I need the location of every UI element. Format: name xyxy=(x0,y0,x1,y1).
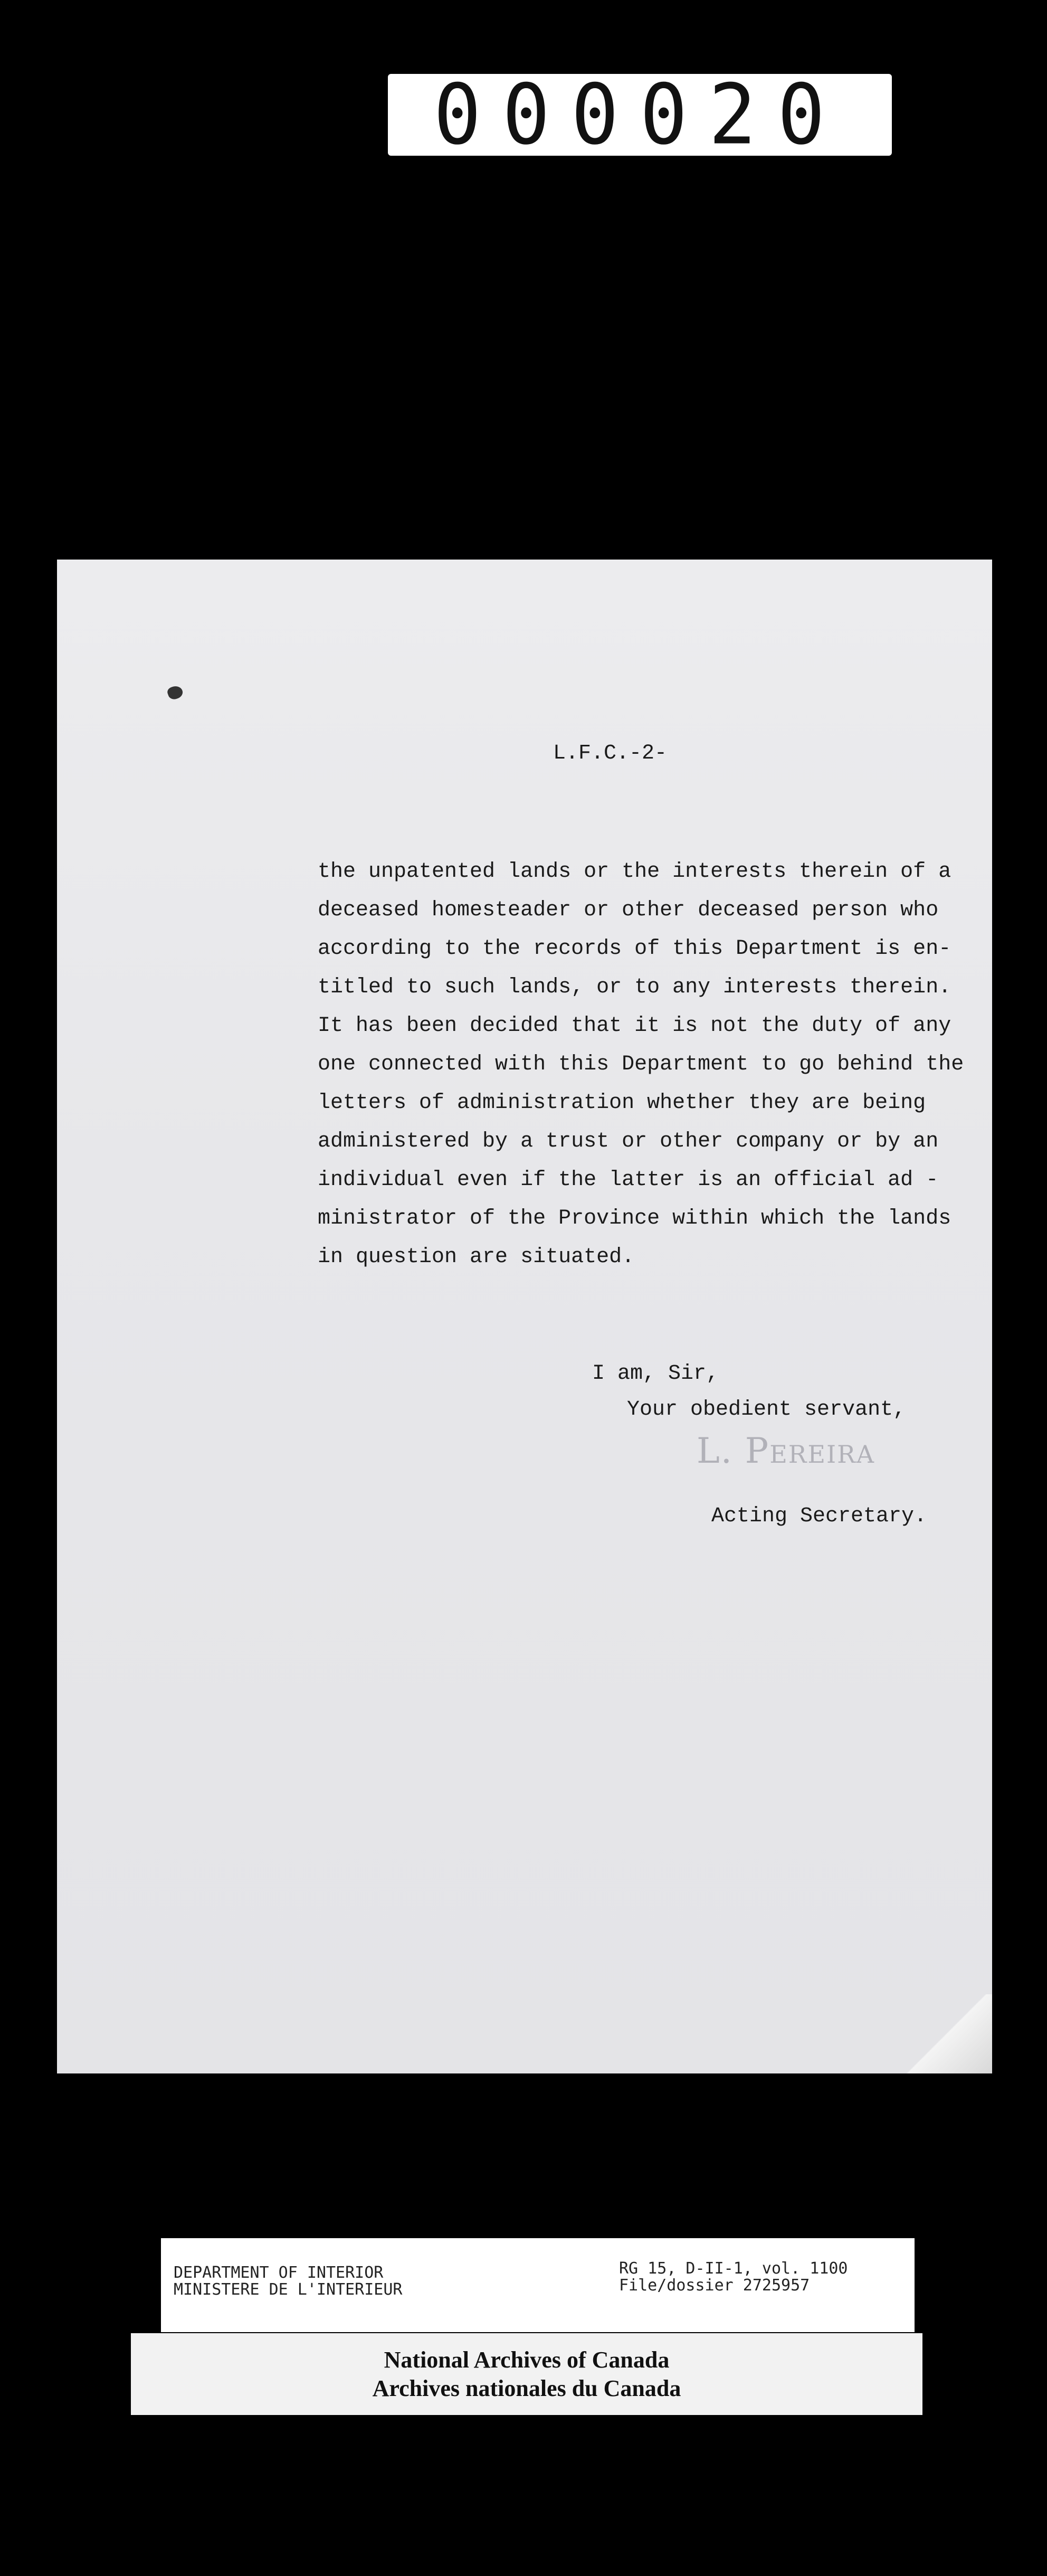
page-reference: L.F.C.-2- xyxy=(553,742,668,765)
closing-phrase: Your obedient servant, xyxy=(627,1398,906,1422)
body-line: the unpatented lands or the interests therein of a xyxy=(318,860,951,884)
signature-stamp: L. Pereira xyxy=(697,1431,875,1471)
signatory-title: Acting Secretary. xyxy=(711,1504,927,1528)
institution-label xyxy=(131,2333,922,2415)
record-group-reference: RG 15, D-II-1, vol. 1100 xyxy=(619,2259,848,2278)
body-line: deceased homesteader or other deceased person who xyxy=(318,898,939,922)
department-english: DEPARTMENT OF INTERIOR xyxy=(174,2264,384,2282)
file-number: File/dossier 2725957 xyxy=(619,2276,810,2295)
archive-catalog-label xyxy=(161,2238,915,2332)
body-line: ministrator of the Province within which the lands xyxy=(318,1207,951,1230)
frame-number-label xyxy=(388,67,892,163)
closing-salutation: I am, Sir, xyxy=(592,1362,719,1386)
punch-hole-mark xyxy=(166,684,185,701)
letter-body xyxy=(318,853,967,1276)
institution-name-french: Archives nationales du Canada xyxy=(372,2375,681,2401)
department-french: MINISTERE DE L'INTERIEUR xyxy=(174,2280,403,2299)
scanned-letter-page xyxy=(57,560,992,2073)
frame-number: 000020 xyxy=(433,67,846,163)
body-line: individual even if the latter is an official ad - xyxy=(318,1168,939,1192)
body-line: titled to such lands, or to any interests therein. xyxy=(318,976,951,999)
body-line: in question are situated. xyxy=(318,1245,635,1269)
department-names xyxy=(174,2265,402,2298)
body-line: letters of administration whether they are being xyxy=(318,1091,926,1115)
body-line: It has been decided that it is not the duty of any xyxy=(318,1014,951,1038)
institution-name-english: National Archives of Canada xyxy=(384,2346,670,2373)
body-line: according to the records of this Department is en- xyxy=(318,937,951,961)
folded-corner xyxy=(902,1994,992,2073)
record-references xyxy=(619,2260,848,2294)
body-line: one connected with this Department to go behind the xyxy=(318,1053,964,1076)
body-line: administered by a trust or other company or by an xyxy=(318,1130,939,1153)
